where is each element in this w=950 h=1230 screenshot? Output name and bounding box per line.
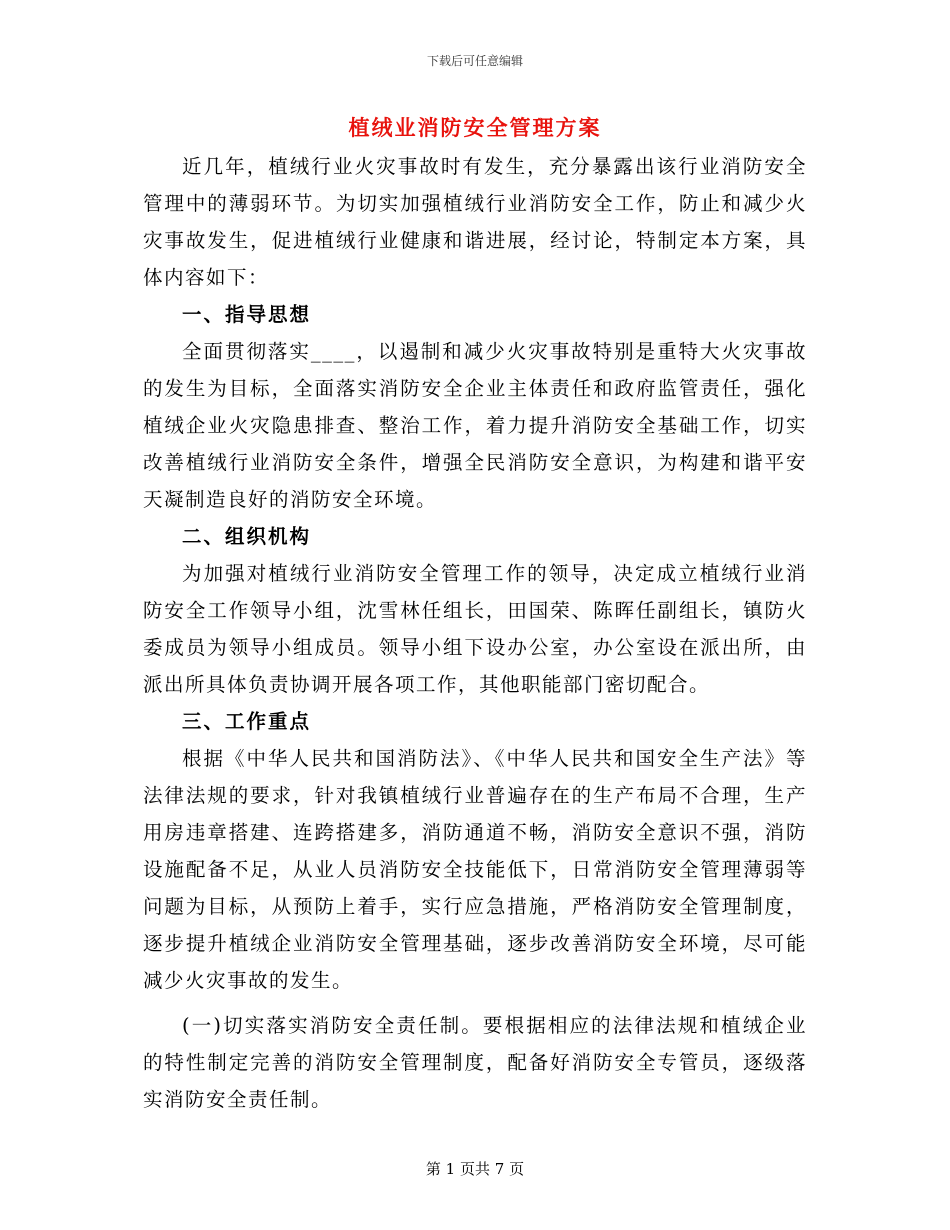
header-note: 下载后可任意编辑 xyxy=(426,54,523,68)
intro-paragraph: 近几年，植绒行业火灾事故时有发生，充分暴露出该行业消防安全管理中的薄弱环节。为切实加强植绒行业消防安全工作，防止和减少火灾事故发生，促进植绒行业健康和谐进展，经讨论，特制定本方案，具体内容如下： xyxy=(143,155,807,289)
section-body-work-focus: 根据《中华人民共和国消防法》、《中华人民共和国安全生产法》等法律法规的要求，针对我镇植绒行业普遍存在的生产布局不合理，生产用房违章搭建、连跨搭建多，消防通道不畅，消防安全意识不强，消防设施配备不足，从业人员消防安全技能低下，日常消防安全管理薄弱等问题为目标，从预防上着手，实行应急措施，严格消防安全管理制度，逐步提升植绒企业消防安全管理基础，逐步改善消防安全环境，尽可能减少火灾事故的发生。 xyxy=(143,747,807,992)
section-heading-guiding-ideology: 一、指导思想 xyxy=(182,303,312,326)
work-item-1: (一)切实落实消防安全责任制。要根据相应的法律法规和植绒企业的特性制定完善的消防安全管理制度，配备好消防安全专管员，逐级落实消防安全责任制。 xyxy=(143,1014,807,1111)
section-body-guiding-ideology: 全面贯彻落实____，以遏制和减少火灾事故特别是重特大火灾事故的发生为目标，全面落实消防安全企业主体责任和政府监管责任，强化植绒企业火灾隐患排查、整治工作，着力提升消防安全基础工作，切实改善植绒行业消防安全条件，增强全民消防安全意识，为构建和谐平安天凝制造良好的消防安全环境。 xyxy=(143,340,807,511)
section-heading-organization: 二、组织机构 xyxy=(182,525,312,548)
document-title: 植绒业消防安全管理方案 xyxy=(348,116,602,140)
document-body xyxy=(143,148,807,1118)
section-body-organization: 为加强对植绒行业消防安全管理工作的领导，决定成立植绒行业消防安全工作领导小组，沈雪林任组长，田国荣、陈晖任副组长，镇防火委成员为领导小组成员。领导小组下设办公室，办公室设在派出所，由派出所具体负责协调开展各项工作，其他职能部门密切配合。 xyxy=(143,562,807,696)
page-footer: 第 1 页共 7 页 xyxy=(425,1160,525,1178)
section-heading-work-focus: 三、工作重点 xyxy=(182,710,312,733)
